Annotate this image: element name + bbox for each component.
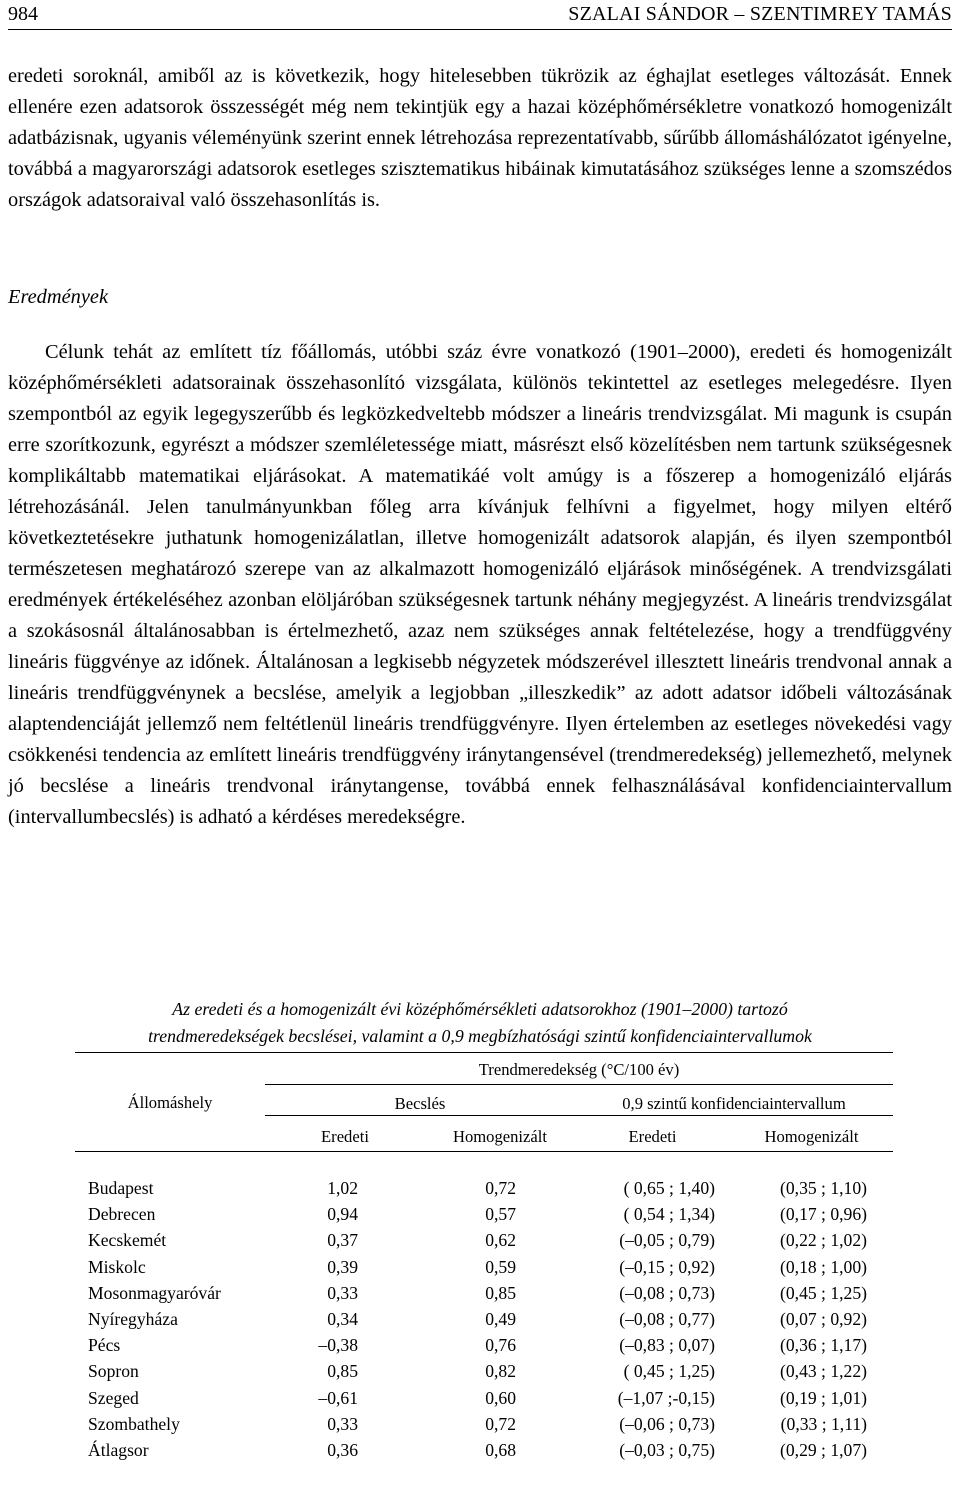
interval-homogenized: (0,35 ; 1,10) xyxy=(780,1178,867,1198)
interval-homogenized: (0,22 ; 1,02) xyxy=(780,1230,867,1251)
station-cell: Szombathely xyxy=(88,1413,180,1434)
estimate-homogenized: 0,57 xyxy=(485,1204,516,1225)
interval-homogenized: (0,17 ; 0,96) xyxy=(780,1204,867,1225)
estimate-original: 1,02 xyxy=(327,1178,358,1198)
estimate-original: 0,94 xyxy=(327,1204,358,1225)
interval-original: (–0,08 ; 0,73) xyxy=(619,1282,715,1303)
estimate-homogenized: 0,85 xyxy=(485,1282,516,1303)
interval-homogenized: (0,07 ; 0,92) xyxy=(780,1309,867,1329)
interval-original: ( 0,65 ; 1,40) xyxy=(623,1178,715,1198)
estimate-homogenized: 0,59 xyxy=(485,1256,516,1277)
estimate-original: –0,38 xyxy=(318,1335,358,1356)
table-row xyxy=(75,1255,893,1281)
estimate-homogenized: 0,82 xyxy=(485,1361,516,1382)
interval-homogenized: (0,45 ; 1,25) xyxy=(780,1282,867,1303)
estimate-original: 0,39 xyxy=(327,1256,358,1277)
interval-homogenized: (0,33 ; 1,11) xyxy=(780,1413,867,1434)
table-row xyxy=(75,1438,893,1464)
table-row xyxy=(75,1359,893,1385)
estimate-homogenized: 0,60 xyxy=(485,1387,516,1408)
col-original-ci-header: Eredeti xyxy=(628,1127,677,1146)
paragraph-2: Célunk tehát az említett tíz főállomás, utóbbi száz évre vonatkozó (1901–2000), eredeti és homogenizált középhőmérsékleti adatsorainak összehasonlító vizsgálata, különös tekintettel az esetleges melegedésre. Ilyen szempontból az egyik legegyszerűbb és legközkedveltebb módszer a lineáris trendvizsgálat. Mi magunk is csupán erre szorítkozunk, egyrészt a módszer szemléletessége miatt, másrészt első közelítésben nem tartunk szükségesnek komplikáltabb matematikai eljárásokat. A matematikáé volt amúgy is a főszerep a homogenizáló eljárás létrehozásánál. Jelen tanulmányunkban főleg arra kívánjuk felhívni a figyelmet, hogy milyen eltérő következtetésekre juthatunk homogenizálatlan, illetve homogenizált adatsorok alapján, és ilyen szempontból természetesen meghatározó szerepe van az alkalmazott homogenizáló eljárások minőségének. A trendvizsgálati eredmények értékeléséhez azonban elöljáróban szükségesnek tartunk néhány megjegyzést. A lineáris trendvizsgálat a szokásosnál általánosabban is értelmezhető, azaz nem szükséges annak feltételezése, hogy a trendfüggvény lineáris függvénye az időnek. Általánosan a legkisebb négyzetek módszerével illesztett lineáris trendvonal annak a lineáris trendfüggvénynek a becslése, amelyik a legjobban „illeszkedik” az adott adatsor időbeli változásának alaptendenciáját jellemző nem feltétlenül lineáris trendfüggvényre. Ilyen értelemben az esetleges növekedési vagy csökkenési tendencia az említett lineáris trendfüggvény iránytangensével (trendmeredekség) jellemezhető, melynek jó becslése a lineáris trendvonal iránytangense, továbbá ennek felhasználásával konfidenciaintervallum (intervallumbecslés) is adható a kérdéses meredekségre. xyxy=(8,341,952,828)
estimate-homogenized: 0,72 xyxy=(485,1413,516,1434)
interval-original: (–0,05 ; 0,79) xyxy=(619,1230,715,1251)
table-caption-line-1: Az eredeti és a homogenizált évi középhőmérsékleti adatsorokhoz (1901–2000) tartozó xyxy=(172,999,788,1019)
table-row xyxy=(75,1333,893,1359)
estimate-homogenized: 0,68 xyxy=(485,1440,516,1460)
table-row xyxy=(75,1412,893,1438)
table-row xyxy=(75,1281,893,1307)
table-caption xyxy=(8,996,952,1050)
paragraph-1: eredeti soroknál, amiből az is következik, hogy hitelesebben tükrözik az éghajlat esetleges változását. Ennek ellenére ezen adatsorok összességét még nem tekintjük egy a hazai középhőmérsékletre vonatkozó homogenizált adatbázisnak, ugyanis véleményünk szerint ennek létrehozása reprezentatívabb, sűrűbb állomáshálózatot igényelne, továbbá a magyarországi adatsorok esetleges szisztematikus hibáinak kimutatásához szükséges lenne a szomszédos országok adatsoraival való összehasonlítás is. xyxy=(8,65,952,211)
estimate-original: 0,33 xyxy=(327,1413,358,1434)
interval-original: (–0,83 ; 0,07) xyxy=(619,1335,715,1356)
section-heading: Eredmények xyxy=(8,286,109,308)
interval-homogenized: (0,43 ; 1,22) xyxy=(780,1361,867,1382)
col-homogenized-ci-header: Homogenizált xyxy=(764,1127,859,1146)
interval-original: ( 0,54 ; 1,34) xyxy=(623,1204,715,1225)
table-row xyxy=(75,1228,893,1254)
station-cell: Miskolc xyxy=(88,1256,146,1277)
interval-header: 0,9 szintű konfidenciaintervallum xyxy=(622,1094,846,1113)
table-row xyxy=(75,1307,893,1333)
estimate-original: 0,33 xyxy=(327,1282,358,1303)
station-cell: Átlagsor xyxy=(88,1440,149,1460)
estimate-homogenized: 0,62 xyxy=(485,1230,516,1251)
table-caption-line-2: trendmeredekségek becslései, valamint a 0,9 megbízhatósági szintű konfidenciaintervallumok xyxy=(148,1026,812,1046)
interval-homogenized: (0,36 ; 1,17) xyxy=(780,1335,867,1356)
estimate-original: 0,36 xyxy=(327,1440,358,1460)
interval-homogenized: (0,29 ; 1,07) xyxy=(780,1440,867,1460)
station-cell: Sopron xyxy=(88,1361,139,1382)
table-row xyxy=(75,1386,893,1412)
col-original-header: Eredeti xyxy=(321,1127,369,1146)
station-cell: Pécs xyxy=(88,1335,121,1356)
interval-homogenized: (0,18 ; 1,00) xyxy=(780,1256,867,1277)
interval-original: (–0,08 ; 0,77) xyxy=(619,1309,715,1329)
interval-original: (–0,03 ; 0,75) xyxy=(619,1440,715,1460)
estimate-homogenized: 0,72 xyxy=(485,1178,516,1198)
page-number: 984 xyxy=(8,3,38,25)
estimate-header: Becslés xyxy=(394,1094,446,1113)
sub-header-rule xyxy=(265,1115,893,1116)
interval-original: (–0,15 ; 0,92) xyxy=(619,1256,715,1277)
page-header xyxy=(8,2,952,28)
interval-original: (–1,07 ;-0,15) xyxy=(617,1387,715,1408)
station-cell: Debrecen xyxy=(88,1204,156,1225)
group-header-rule xyxy=(265,1084,893,1085)
running-title: SZALAI SÁNDOR – SZENTIMREY TAMÁS xyxy=(568,3,952,25)
estimate-original: 0,34 xyxy=(327,1309,358,1329)
interval-homogenized: (0,19 ; 1,01) xyxy=(780,1387,867,1408)
table-row xyxy=(75,1202,893,1228)
estimate-original: 0,37 xyxy=(327,1230,358,1251)
station-cell: Mosonmagyaróvár xyxy=(88,1282,221,1303)
trend-group-header: Trendmeredekség (°C/100 év) xyxy=(478,1060,680,1079)
estimate-original: 0,85 xyxy=(327,1361,358,1382)
interval-original: (–0,06 ; 0,73) xyxy=(619,1413,715,1434)
header-rule xyxy=(8,29,952,30)
station-cell: Szeged xyxy=(88,1387,139,1408)
interval-original: ( 0,45 ; 1,25) xyxy=(623,1361,715,1382)
station-cell: Kecskemét xyxy=(88,1230,167,1251)
station-cell: Nyíregyháza xyxy=(88,1309,178,1329)
station-cell: Budapest xyxy=(88,1178,154,1198)
station-header: Állomáshely xyxy=(127,1093,213,1112)
estimate-original: –0,61 xyxy=(318,1387,358,1408)
col-homogenized-header: Homogenizált xyxy=(452,1127,547,1146)
estimate-homogenized: 0,49 xyxy=(485,1309,516,1329)
table-top-rule xyxy=(75,1052,893,1053)
estimate-homogenized: 0,76 xyxy=(485,1335,516,1356)
header-bottom-rule xyxy=(75,1151,893,1152)
table-row xyxy=(75,1176,893,1202)
